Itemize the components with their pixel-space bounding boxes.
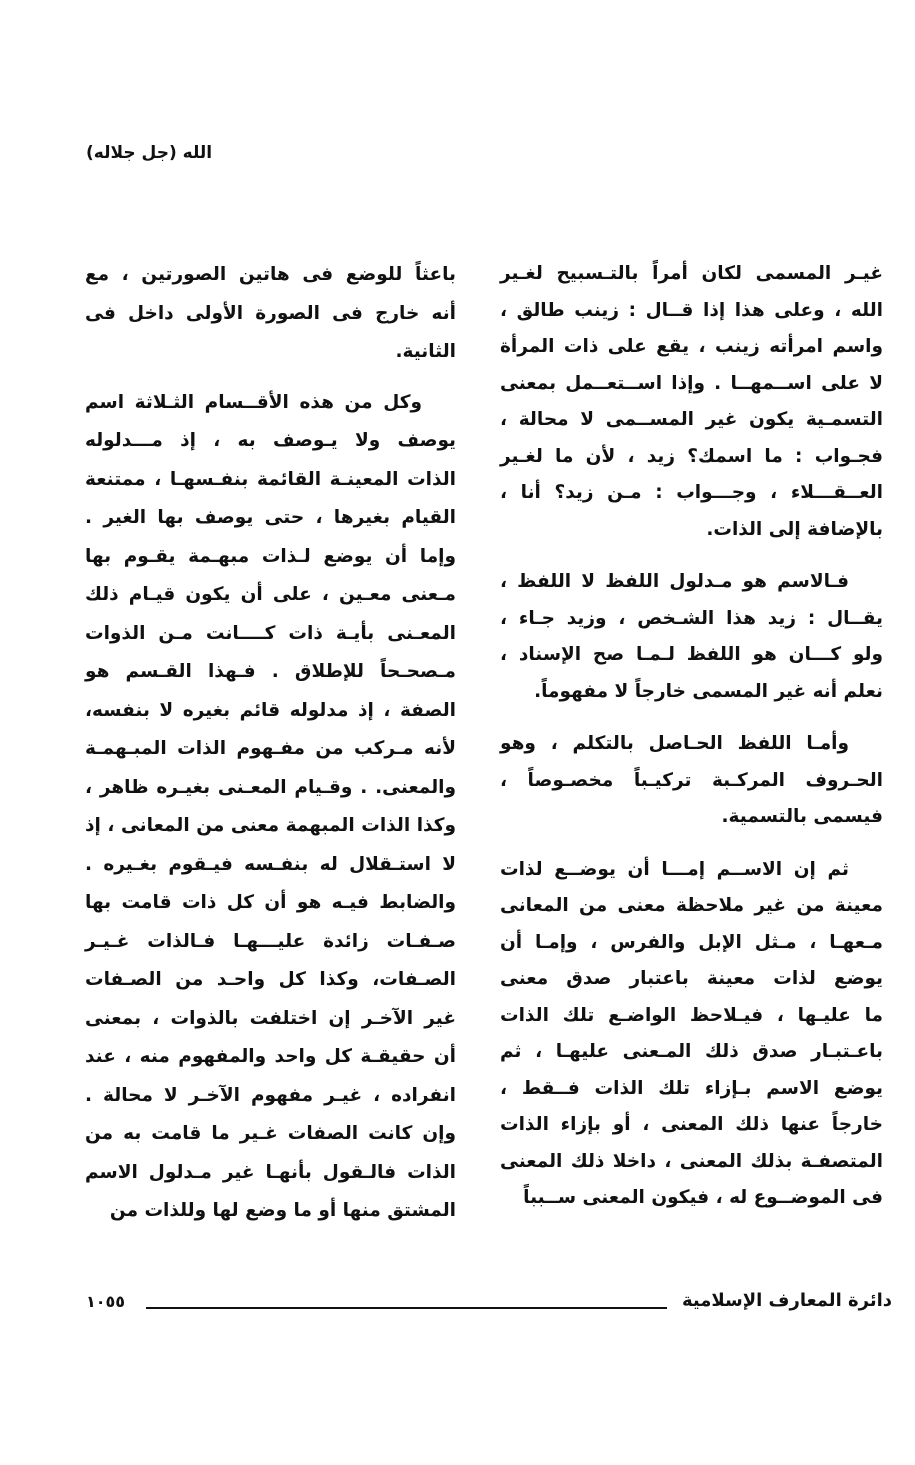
text-line: فجـواب : ما اسمك؟ زيد ، لأن ما لغـير xyxy=(500,445,883,467)
text-line: مـصحـحاً للإطلاق . فـهذا القـسم هو xyxy=(85,661,456,682)
text-line: يقــال : زيد هذا الشـخص ، وزيد جـاء ، xyxy=(500,607,883,629)
text-line: غير الآخـر إن اختلفت بالذوات ، بمعنى xyxy=(85,1007,456,1029)
text-line: فى الموضــوع له ، فيكون المعنى ســبباً xyxy=(523,1187,883,1208)
text-line: الذات فالـقول بأنهـا غير مـدلول الاسم xyxy=(85,1161,456,1183)
text-line: انفراده ، غيـر مفهوم الآخـر لا محالة . xyxy=(85,1084,456,1106)
paragraph xyxy=(85,256,456,372)
text-line: العــقـــلاء ، وجـــواب : مـن زيد؟ أنا ، xyxy=(500,482,883,503)
text-line: وأمـا اللفظ الحـاصل بالتكلم ، وهو xyxy=(500,733,849,754)
text-line: والضابط فيـه هو أن كل ذات قامت بها xyxy=(85,892,456,913)
text-line: مـعهـا ، مـثل الإبل والفرس ، وإمـا أن xyxy=(500,931,883,953)
page-number: ١٠٥٥ xyxy=(86,1292,126,1311)
text-line: نعلم أنه غير المسمى خارجاً لا مفهوماً. xyxy=(534,680,883,702)
text-line: المتصفـة بذلك المعنى ، داخلا ذلك المعنى xyxy=(500,1150,883,1172)
text-line: الذات المعينـة القائمة بنفـسهـا ، ممتنعة xyxy=(85,468,456,490)
text-line: الله ، وعلى هذا إذا قــال : زينب طالق ، xyxy=(500,299,883,321)
publication-title: دائرة المعارف الإسلامية xyxy=(681,1290,892,1311)
text-line: يوضع الاسم بـإزاء تلك الذات فــقط ، xyxy=(500,1077,883,1099)
text-line: يوضع لذات معينة باعتبار صدق معنى xyxy=(500,968,883,989)
text-line: خارجاً عنها ذلك المعنى ، أو بإزاء الذات xyxy=(500,1114,883,1135)
text-line: وكذا الذات المبهمة معنى من المعانى ، إذ xyxy=(85,815,456,836)
text-line: ولو كـــان هو اللفظ لـمـا صح الإسناد ، xyxy=(500,644,883,665)
text-line: المعـنى بأيـة ذات كــــانت مـن الذوات xyxy=(85,622,456,644)
text-line: باعـتبـار صدق ذلك المـعنى عليهـا ، ثم xyxy=(500,1041,883,1062)
paragraph xyxy=(500,726,883,836)
paragraph xyxy=(85,384,456,1231)
text-line: فـالاسم هو مـدلول اللفظ لا اللفظ ، xyxy=(500,571,849,592)
paragraph xyxy=(500,256,883,548)
text-line: الحـروف المركـبة تركيـباً مخصـوصاً ، xyxy=(500,769,883,791)
text-line: ما عليـها ، فيـلاحظ الواضـع تلك الذات xyxy=(500,1004,883,1026)
text-line: ثم إن الاســم إمـــا أن يوضــع لذات xyxy=(500,858,849,880)
text-line: يوصف ولا يـوصف به ، إذ مـــدلوله xyxy=(85,430,456,451)
text-line: وإما أن يوضع لـذات مبهـمة يقـوم بها xyxy=(85,545,456,567)
footer-rule xyxy=(146,1307,667,1309)
text-line: أنه خارج فى الصورة الأولى داخل فى xyxy=(85,302,456,324)
text-line: وكل من هذه الأقــسام الثـلاثة اسم xyxy=(85,391,422,413)
text-line: فيسمى بالتسمية. xyxy=(721,806,883,827)
text-line: الثانية. xyxy=(395,341,456,362)
text-line: لأنه مـركب من مفـهوم الذات المبـهمـة xyxy=(85,738,456,759)
text-line: التسمـية يكون غير المســمى لا محالة ، xyxy=(500,409,883,430)
running-head: الله (جل جلاله) xyxy=(86,143,213,163)
text-line: الصـفات، وكذا كل واحـد من الصـفات xyxy=(85,969,456,990)
text-line: صـفـات زائدة عليـــهـا فـالذات غـيـر xyxy=(85,930,456,952)
text-line: والمعنى. . وقـيام المعـنى بغيـره ظاهر ، xyxy=(85,776,456,798)
text-line: بالإضافة إلى الذات. xyxy=(706,518,883,540)
text-line: مـعنى معـين ، على أن يكون قيـام ذلك xyxy=(85,584,456,605)
text-line: الصفة ، إذ مدلوله قائم بغيره لا بنفسه، xyxy=(85,699,456,721)
text-line: غيـر المسمى لكان أمراً بالتـسبيح لغـير xyxy=(500,263,883,284)
text-line: معينة من غير ملاحظة معنى من المعانى xyxy=(500,895,883,916)
text-line: باعثاً للوضع فى هاتين الصورتين ، مع xyxy=(85,264,456,285)
text-line: لا استـقلال له بنفـسه فيـقوم بغـيره . xyxy=(85,853,456,875)
text-line: القيام بغيرها ، حتى يوصف بها الغير . xyxy=(85,507,456,528)
left-column xyxy=(85,256,456,1243)
paragraph xyxy=(500,564,883,710)
right-column xyxy=(500,256,883,1233)
text-line: أن حقيقـة كل واحد والمفهوم منه ، عند xyxy=(85,1046,456,1067)
text-line: لا على اســمهــا . وإذا اســتعــمل بمعنى xyxy=(500,372,883,394)
page-footer xyxy=(86,1290,892,1320)
text-line: المشتق منها أو ما وضع لها وللذات من xyxy=(109,1200,456,1221)
text-line: وإن كانت الصفات غـير ما قامت به من xyxy=(85,1123,456,1144)
paragraph xyxy=(500,852,883,1217)
text-line: واسم امرأته زينب ، يقع على ذات المرأة xyxy=(500,336,883,357)
